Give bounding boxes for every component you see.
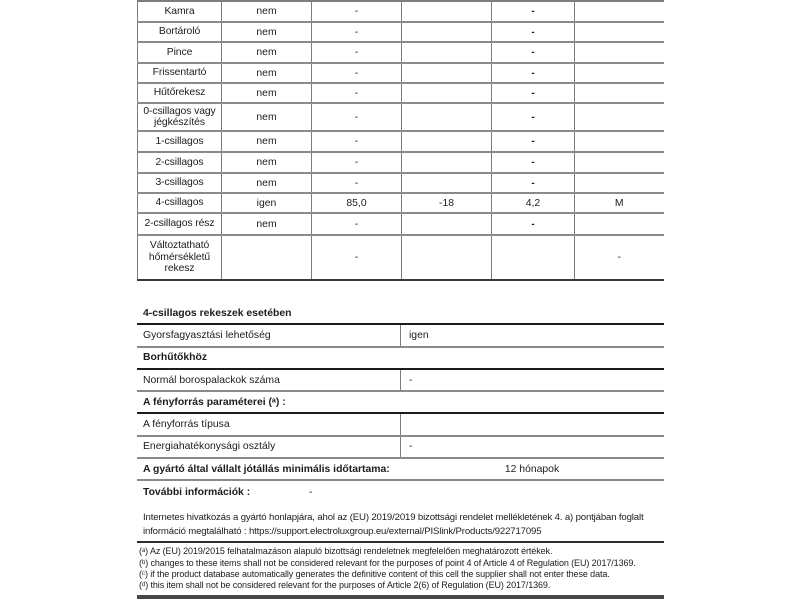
cell: nem	[222, 42, 312, 63]
cell	[402, 83, 492, 103]
table-row	[138, 152, 664, 173]
row-label: Bortároló	[138, 22, 222, 42]
separator-line	[137, 541, 664, 543]
warranty-value: 12 hónapok	[504, 463, 560, 475]
footnotes	[137, 546, 664, 591]
cell: -	[312, 63, 402, 83]
cell: M	[575, 193, 664, 213]
cell: 85,0	[312, 193, 402, 213]
cell: nem	[222, 103, 312, 131]
spec-row-light-type	[137, 414, 664, 436]
cell: -	[312, 152, 402, 173]
table-row	[138, 63, 664, 83]
row-label: Energiahatékonysági osztály	[143, 441, 276, 453]
row-label: További információk :	[143, 486, 251, 498]
table-row	[138, 1, 664, 22]
cell: -	[312, 131, 402, 152]
cell: nem	[222, 63, 312, 83]
section-header-label: 4-csillagos rekeszek esetében	[143, 307, 292, 319]
row-label: 1-csillagos	[138, 131, 222, 152]
row-label: 0-csillagos vagy jégkészítés	[138, 103, 222, 131]
more-info-value: -	[309, 486, 313, 498]
section-header-wine	[137, 348, 664, 370]
cell	[575, 83, 664, 103]
cell: -	[312, 1, 402, 22]
cell: nem	[222, 213, 312, 235]
spec-table-wrap	[137, 0, 664, 303]
row-label: 4-csillagos	[138, 193, 222, 213]
row-label: Változtatható hőmérsékletű rekesz	[138, 235, 222, 280]
cell: -	[312, 173, 402, 193]
cell	[402, 152, 492, 173]
cell: -	[492, 152, 575, 173]
cell	[222, 235, 312, 280]
table-row	[138, 131, 664, 152]
cell: -	[492, 83, 575, 103]
cell	[402, 1, 492, 22]
cell: -	[492, 213, 575, 235]
cell: -	[312, 213, 402, 235]
cell: -	[492, 22, 575, 42]
footnote-line: (ᵈ) this item shall not be considered relevant for the purposes of Article 2(6) of Regulation (EU) 2017/1369.	[139, 580, 551, 591]
row-label: Frissentartó	[138, 63, 222, 83]
cell: -	[492, 173, 575, 193]
cell: -	[492, 103, 575, 131]
cell: nem	[222, 83, 312, 103]
cell: -	[575, 235, 664, 280]
cell	[402, 22, 492, 42]
row-label: Gyorsfagyasztási lehetőség	[143, 329, 271, 341]
row-value	[400, 414, 664, 434]
section-header-label: Borhűtőkhöz	[143, 352, 208, 364]
table-row	[138, 173, 664, 193]
table-row	[138, 22, 664, 42]
cell: -	[492, 1, 575, 22]
spec-row-wine-bottles	[137, 370, 664, 392]
cell	[575, 213, 664, 235]
spec-row-energy-class	[137, 437, 664, 459]
footnote-line: (ᵃ) Az (EU) 2019/2015 felhatalmazáson alapuló bizottsági rendeletnek megfelelően meghatározott értékek.	[139, 546, 553, 557]
cell: -	[312, 83, 402, 103]
cell	[402, 213, 492, 235]
cell: -	[492, 42, 575, 63]
cell	[402, 131, 492, 152]
cell: nem	[222, 152, 312, 173]
cell	[575, 173, 664, 193]
spec-table	[137, 0, 664, 281]
section-header-light-source	[137, 392, 664, 414]
website-paragraph-line2: információ megtalálható : https://support.electroluxgroup.eu/external/PISlink/Products/922717095	[143, 526, 542, 538]
cell	[402, 42, 492, 63]
row-value: igen	[400, 325, 664, 345]
table-row	[138, 83, 664, 103]
section-header-4star	[137, 303, 664, 325]
cell	[575, 42, 664, 63]
row-label: 3-csillagos	[138, 173, 222, 193]
cell: -	[492, 131, 575, 152]
cell	[402, 103, 492, 131]
cell	[402, 63, 492, 83]
table-row	[138, 42, 664, 63]
cell	[575, 152, 664, 173]
cell: -	[312, 42, 402, 63]
cell: -	[312, 103, 402, 131]
spec-row-fast-freeze	[137, 325, 664, 347]
footnote-line: (ᶜ) if the product database automatically generates the definitive content of this cell the supplier shall not enter these data.	[139, 568, 610, 579]
cell: -18	[402, 193, 492, 213]
cell	[402, 235, 492, 280]
cell	[575, 103, 664, 131]
table-row	[138, 213, 664, 235]
row-label: Normál borospalackok száma	[143, 374, 280, 386]
row-value: -	[400, 370, 664, 390]
table-row	[138, 103, 664, 131]
footnote-line: (ᵇ) changes to these items shall not be considered relevant for the purposes of point 4 of Article 4 of Regulation (EU) 2017/1369.	[139, 557, 636, 568]
cell: nem	[222, 22, 312, 42]
section-header-label: A fényforrás paraméterei (ᵃ) :	[143, 396, 286, 408]
cell	[575, 22, 664, 42]
cell	[402, 173, 492, 193]
cell: -	[492, 63, 575, 83]
cell: -	[312, 235, 402, 280]
cell	[575, 131, 664, 152]
row-label: 2-csillagos	[138, 152, 222, 173]
cell: igen	[222, 193, 312, 213]
row-label: Pince	[138, 42, 222, 63]
table-row	[138, 193, 664, 213]
spec-row-more-info	[137, 481, 664, 503]
cell: nem	[222, 1, 312, 22]
lower-sections	[137, 303, 664, 599]
row-label: 2-csillagos rész	[138, 213, 222, 235]
cell	[575, 1, 664, 22]
cell	[492, 235, 575, 280]
table-row	[138, 235, 664, 280]
website-paragraph	[137, 511, 664, 539]
row-label: Kamra	[138, 1, 222, 22]
row-value: -	[400, 437, 664, 457]
cell: 4,2	[492, 193, 575, 213]
row-label: Hűtőrekesz	[138, 83, 222, 103]
row-label: A fényforrás típusa	[143, 419, 230, 431]
cell: -	[312, 22, 402, 42]
website-paragraph-line1: Internetes hivatkozás a gyártó honlapjára, ahol az (EU) 2019/2019 bizottsági rendelet mellékletének 4. a) pontjában foglalt	[143, 512, 644, 524]
spec-row-warranty	[137, 459, 664, 481]
cell	[575, 63, 664, 83]
cell: nem	[222, 173, 312, 193]
page-bottom-rule	[137, 595, 664, 599]
row-label: A gyártó által vállalt jótállás minimális időtartama:	[143, 463, 390, 475]
cell: nem	[222, 131, 312, 152]
